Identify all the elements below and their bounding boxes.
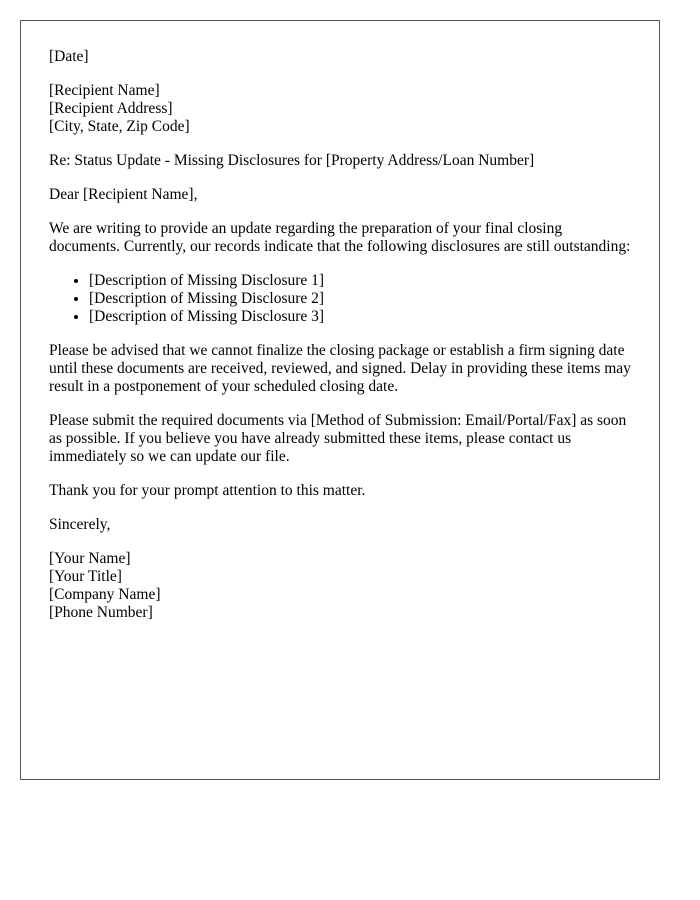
- sender-phone: [Phone Number]: [49, 604, 153, 621]
- subject-line: Re: Status Update - Missing Disclosures for [Property Address/Loan Number]: [49, 152, 535, 169]
- missing-disclosure-item: • [Description of Missing Disclosure 2]: [89, 290, 631, 308]
- letter-page: [20, 20, 660, 780]
- recipient-name: [Recipient Name]: [49, 82, 160, 99]
- missing-disclosures-list: [49, 272, 631, 326]
- advisory-paragraph: Please be advised that we cannot finalize the closing package or establish a firm signing date until these documents are received, reviewed, and signed. Delay in providing these items may result in a postponement of your scheduled closing date.: [49, 342, 631, 395]
- signature-block: [49, 550, 631, 622]
- missing-disclosure-item: • [Description of Missing Disclosure 3]: [89, 308, 631, 326]
- salutation: Dear [Recipient Name],: [49, 186, 198, 203]
- intro-paragraph: We are writing to provide an update regarding the preparation of your final closing documents. Currently, our records indicate that the following disclosures are still outstanding:: [49, 220, 631, 255]
- missing-disclosure-item: • [Description of Missing Disclosure 1]: [89, 272, 631, 290]
- recipient-block: [49, 82, 631, 136]
- letter-date: [Date]: [49, 48, 89, 65]
- thanks-paragraph: Thank you for your prompt attention to this matter.: [49, 482, 366, 499]
- sender-name: [Your Name]: [49, 550, 131, 567]
- closing-line: Sincerely,: [49, 516, 111, 533]
- recipient-city-state-zip: [City, State, Zip Code]: [49, 118, 190, 135]
- sender-company: [Company Name]: [49, 586, 161, 603]
- instructions-paragraph: Please submit the required documents via [Method of Submission: Email/Portal/Fax] as soon as possible. If you believe you have already submitted these items, please contact us immediately so we can update our file.: [49, 412, 627, 465]
- recipient-address: [Recipient Address]: [49, 100, 173, 117]
- sender-title: [Your Title]: [49, 568, 122, 585]
